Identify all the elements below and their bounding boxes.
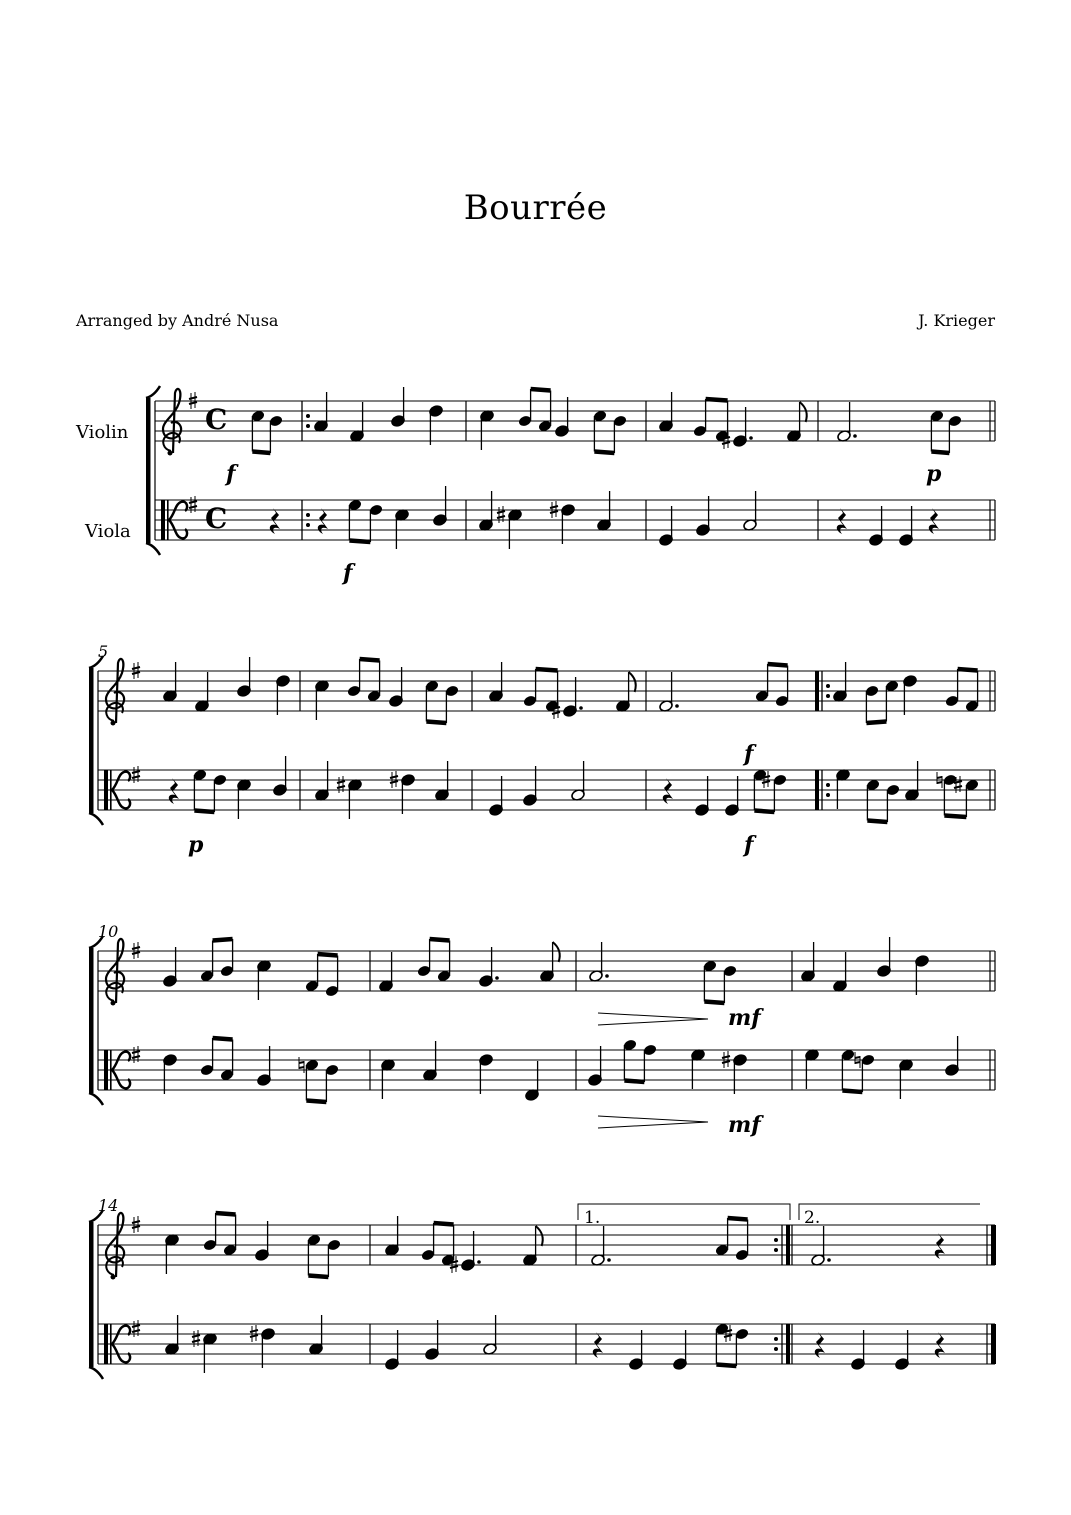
note xyxy=(255,1221,270,1262)
arranger-credit: Arranged by André Nusa xyxy=(76,311,279,330)
note xyxy=(497,506,522,549)
note xyxy=(805,1048,820,1089)
note xyxy=(450,1231,481,1273)
dynamic-marking: f xyxy=(226,461,236,487)
note xyxy=(743,491,758,532)
dynamic-marking: p xyxy=(926,461,942,487)
note xyxy=(391,387,406,428)
note xyxy=(895,1330,910,1371)
time-signature: C xyxy=(205,502,228,535)
treble-clef-icon xyxy=(106,939,124,1006)
note xyxy=(725,776,740,817)
note xyxy=(489,662,504,703)
dynamic-marking: f xyxy=(744,741,754,767)
final-barline xyxy=(991,1324,996,1364)
note xyxy=(165,1233,180,1274)
note xyxy=(696,496,711,537)
note xyxy=(523,1226,543,1267)
time-signature: C xyxy=(205,403,228,436)
note xyxy=(385,1216,400,1257)
staff-system xyxy=(75,386,995,586)
note xyxy=(395,508,410,549)
note xyxy=(435,761,450,802)
volta-second: 2. xyxy=(804,1208,821,1228)
dynamic-marking: p xyxy=(188,832,204,858)
note xyxy=(811,1226,831,1267)
note xyxy=(899,1058,914,1099)
note xyxy=(836,768,851,809)
treble-clef-icon xyxy=(106,659,124,726)
note xyxy=(257,1046,272,1087)
staff-system xyxy=(89,922,995,1138)
note xyxy=(163,1053,178,1094)
note xyxy=(523,766,538,807)
decrescendo-hairpin xyxy=(598,1013,708,1025)
note xyxy=(385,1330,400,1371)
note xyxy=(833,662,848,703)
note xyxy=(591,1226,611,1267)
measure-number: 5 xyxy=(98,642,109,661)
dynamic-marking: mf xyxy=(728,1112,761,1138)
note xyxy=(379,952,394,993)
instrument-label-viola: Viola xyxy=(85,521,131,542)
note xyxy=(195,672,210,713)
note xyxy=(423,1041,438,1082)
note xyxy=(691,1048,706,1089)
note xyxy=(381,1058,396,1099)
note xyxy=(659,506,674,547)
note xyxy=(390,771,415,814)
volta-brackets xyxy=(578,1204,980,1228)
dynamic-marking: f xyxy=(343,560,353,586)
note xyxy=(237,657,252,698)
note xyxy=(899,506,914,547)
note xyxy=(257,959,272,1000)
measure-number: 14 xyxy=(98,1196,119,1215)
note xyxy=(597,491,612,532)
piece-title: Bourrée xyxy=(463,188,608,228)
note xyxy=(833,952,848,993)
note xyxy=(905,761,920,802)
instrument-label-violin: Violin xyxy=(76,422,129,443)
note xyxy=(276,674,291,715)
note xyxy=(480,409,495,450)
note xyxy=(337,776,362,819)
note xyxy=(433,486,448,527)
dynamic-marking: f xyxy=(744,832,754,858)
note xyxy=(945,1036,960,1077)
note xyxy=(801,942,816,983)
note xyxy=(588,1046,603,1087)
note xyxy=(616,672,636,713)
note xyxy=(659,672,679,713)
note xyxy=(555,397,570,438)
dynamic-marking: mf xyxy=(728,1005,761,1031)
note xyxy=(695,776,710,817)
note xyxy=(589,942,609,983)
note xyxy=(479,491,494,532)
note xyxy=(350,402,365,443)
note xyxy=(869,506,884,547)
note xyxy=(629,1330,644,1371)
note xyxy=(722,407,753,449)
note xyxy=(315,679,330,720)
note xyxy=(309,1315,324,1356)
note xyxy=(659,392,674,433)
note xyxy=(722,1051,747,1094)
note xyxy=(315,761,330,802)
note xyxy=(163,662,178,703)
note xyxy=(389,667,404,708)
note xyxy=(837,402,857,443)
note xyxy=(250,1325,275,1368)
note xyxy=(314,392,329,433)
measure-number: 10 xyxy=(98,922,119,941)
note xyxy=(903,674,918,715)
note xyxy=(237,778,252,819)
note xyxy=(425,1320,440,1361)
natural-icon xyxy=(299,1057,304,1073)
note xyxy=(915,954,930,995)
staff-system xyxy=(89,642,995,858)
decrescendo-hairpin xyxy=(598,1116,708,1128)
note xyxy=(571,761,586,802)
note xyxy=(273,756,288,797)
note xyxy=(479,1053,494,1094)
final-barline xyxy=(991,1225,996,1265)
note xyxy=(540,942,560,983)
note xyxy=(877,937,892,978)
staff-system xyxy=(89,1196,996,1379)
volta-first: 1. xyxy=(584,1208,601,1228)
note xyxy=(192,1330,217,1373)
note xyxy=(165,1315,180,1356)
note xyxy=(673,1330,688,1371)
treble-clef-icon xyxy=(163,389,181,456)
note xyxy=(552,677,583,719)
treble-clef-icon xyxy=(106,1213,124,1280)
note xyxy=(550,501,575,544)
note xyxy=(483,1315,498,1356)
note xyxy=(851,1330,866,1371)
note xyxy=(489,776,504,817)
composer-credit: J. Krieger xyxy=(918,311,995,330)
note xyxy=(163,947,178,988)
note xyxy=(429,404,444,445)
note xyxy=(787,402,807,443)
note xyxy=(525,1061,540,1102)
